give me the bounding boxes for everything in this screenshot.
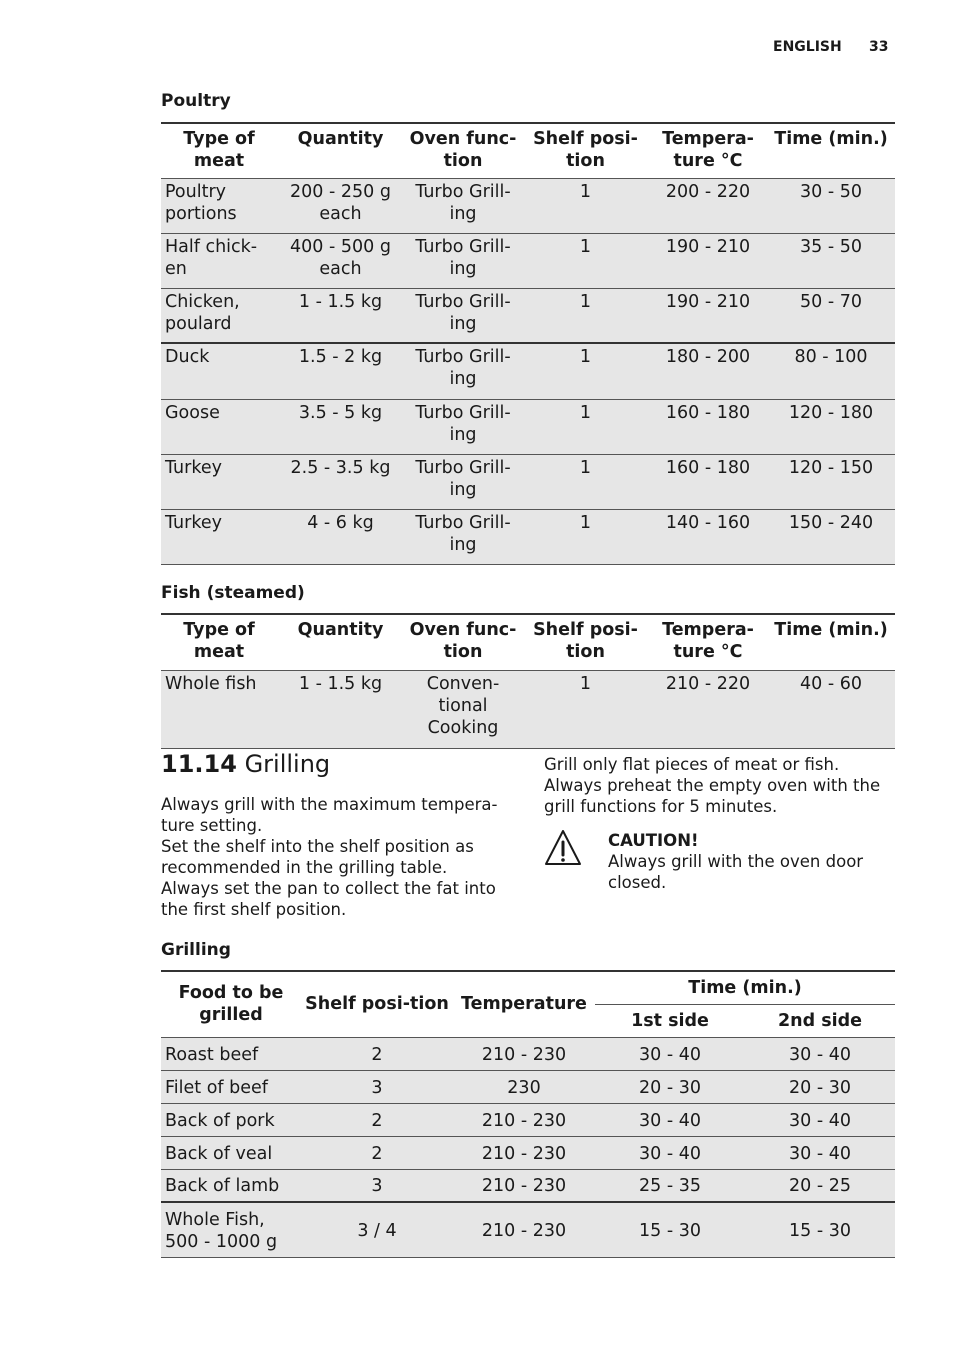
section-number: 11.14 <box>161 750 237 778</box>
table-cell: 20 - 25 <box>745 1169 895 1202</box>
table-cell: 35 - 50 <box>767 233 895 288</box>
table-cell: 30 - 50 <box>767 178 895 233</box>
table-cell: Goose <box>161 399 277 454</box>
table-cell: 1 <box>522 233 649 288</box>
text-line: the first shelf position. <box>161 900 347 919</box>
column-header: Oven func-tion <box>404 614 522 670</box>
table-row <box>161 288 895 343</box>
table-cell: Back of pork <box>161 1103 301 1136</box>
column-header: Quantity <box>277 614 404 670</box>
table-cell: 80 - 100 <box>767 343 895 399</box>
table-cell: 180 - 200 <box>649 343 767 399</box>
table-cell: 3 / 4 <box>301 1202 453 1257</box>
table-cell: Filet of beef <box>161 1070 301 1103</box>
table-cell: 140 - 160 <box>649 509 767 564</box>
table-cell: 20 - 30 <box>595 1070 745 1103</box>
table-cell: 15 - 30 <box>595 1202 745 1257</box>
table-cell: Roast beef <box>161 1037 301 1070</box>
text-line: Always set the pan to collect the fat into <box>161 879 496 898</box>
table-row <box>161 343 895 399</box>
table-cell: Turkey <box>161 509 277 564</box>
column-header: Type of meat <box>161 614 277 670</box>
column-header: Shelf posi-tion <box>522 614 649 670</box>
table-cell: 1 <box>522 670 649 748</box>
caution-line: Always grill with the oven door <box>608 852 864 871</box>
poultry-header-row <box>161 123 895 178</box>
table-cell: Back of lamb <box>161 1169 301 1202</box>
column-header: Food to be grilled <box>161 971 301 1037</box>
column-header: Time (min.) <box>767 123 895 178</box>
table-row <box>161 1070 895 1103</box>
section-title: Grilling <box>244 750 331 778</box>
table-cell: 200 - 250 g each <box>277 178 404 233</box>
column-header: 1st side <box>595 1004 745 1037</box>
table-cell: 30 - 40 <box>745 1103 895 1136</box>
table-cell: 210 - 220 <box>649 670 767 748</box>
table-cell: Poultry portions <box>161 178 277 233</box>
table-cell: 210 - 230 <box>453 1136 595 1169</box>
table-cell: 190 - 210 <box>649 288 767 343</box>
table-cell: 1 <box>522 343 649 399</box>
table-cell: 210 - 230 <box>453 1169 595 1202</box>
header-language: ENGLISH <box>773 39 842 55</box>
table-cell: 30 - 40 <box>595 1103 745 1136</box>
caution-line: closed. <box>608 873 667 892</box>
grilling-label: Grilling <box>161 940 231 960</box>
table-cell: Turbo Grill-ing <box>404 454 522 509</box>
table-cell: 40 - 60 <box>767 670 895 748</box>
table-cell: 4 - 6 kg <box>277 509 404 564</box>
table-row <box>161 454 895 509</box>
table-cell: 2.5 - 3.5 kg <box>277 454 404 509</box>
poultry-table <box>161 122 895 565</box>
column-header: Tempera-ture °C <box>649 614 767 670</box>
column-header: 2nd side <box>745 1004 895 1037</box>
table-cell: Turbo Grill-ing <box>404 343 522 399</box>
table-cell: Turbo Grill-ing <box>404 509 522 564</box>
table-cell: 160 - 180 <box>649 399 767 454</box>
section-heading <box>161 750 330 778</box>
fish-label: Fish (steamed) <box>161 583 305 603</box>
table-cell: 2 <box>301 1136 453 1169</box>
column-header: Temperature <box>453 971 595 1037</box>
caution-box <box>608 830 898 893</box>
table-cell: 2 <box>301 1037 453 1070</box>
table-cell: Turbo Grill-ing <box>404 288 522 343</box>
table-cell: 20 - 30 <box>745 1070 895 1103</box>
table-cell: 160 - 180 <box>649 454 767 509</box>
table-row <box>161 670 895 748</box>
column-header: Type of meat <box>161 123 277 178</box>
table-cell: 1 <box>522 509 649 564</box>
table-cell: 1 <box>522 399 649 454</box>
table-row <box>161 1169 895 1202</box>
column-header: Oven func-tion <box>404 123 522 178</box>
table-cell: 1 <box>522 178 649 233</box>
table-cell: 210 - 230 <box>453 1202 595 1257</box>
text-line: Grill only flat pieces of meat or fish. <box>544 755 840 774</box>
table-cell: 120 - 180 <box>767 399 895 454</box>
grilling-table <box>161 970 895 1258</box>
table-cell: 1 <box>522 288 649 343</box>
table-cell: 210 - 230 <box>453 1103 595 1136</box>
table-cell: 150 - 240 <box>767 509 895 564</box>
table-cell: 230 <box>453 1070 595 1103</box>
fish-header-row <box>161 614 895 670</box>
column-header: Time (min.) <box>595 971 895 1004</box>
table-cell: 30 - 40 <box>745 1136 895 1169</box>
table-row <box>161 1202 895 1257</box>
table-cell: 2 <box>301 1103 453 1136</box>
table-cell: 120 - 150 <box>767 454 895 509</box>
column-header: Quantity <box>277 123 404 178</box>
table-cell: 25 - 35 <box>595 1169 745 1202</box>
grilling-header-row <box>161 971 895 1004</box>
table-cell: 1 - 1.5 kg <box>277 670 404 748</box>
table-cell: 50 - 70 <box>767 288 895 343</box>
table-cell: Conven-tional Cooking <box>404 670 522 748</box>
fish-table <box>161 613 895 749</box>
text-line: Set the shelf into the shelf position as <box>161 837 474 856</box>
grilling-instructions-right <box>544 754 904 817</box>
table-cell: 210 - 230 <box>453 1037 595 1070</box>
text-line: Always preheat the empty oven with the <box>544 776 881 795</box>
column-header: Shelf posi-tion <box>301 971 453 1037</box>
table-cell: 15 - 30 <box>745 1202 895 1257</box>
table-row <box>161 1037 895 1070</box>
table-cell: 3.5 - 5 kg <box>277 399 404 454</box>
table-cell: Whole Fish, 500 - 1000 g <box>161 1202 301 1257</box>
table-cell: Turbo Grill-ing <box>404 178 522 233</box>
table-cell: Back of veal <box>161 1136 301 1169</box>
table-row <box>161 233 895 288</box>
table-cell: 200 - 220 <box>649 178 767 233</box>
table-row <box>161 509 895 564</box>
table-cell: 30 - 40 <box>595 1037 745 1070</box>
table-row <box>161 399 895 454</box>
table-row <box>161 178 895 233</box>
table-cell: 400 - 500 g each <box>277 233 404 288</box>
poultry-label: Poultry <box>161 91 231 111</box>
text-line: Always grill with the maximum tempera- <box>161 795 498 814</box>
text-line: ture setting. <box>161 816 263 835</box>
table-cell: 30 - 40 <box>745 1037 895 1070</box>
table-cell: Whole fish <box>161 670 277 748</box>
text-line: recommended in the grilling table. <box>161 858 448 877</box>
table-cell: Turbo Grill-ing <box>404 399 522 454</box>
caution-title: CAUTION! <box>608 831 699 850</box>
table-cell: 1 - 1.5 kg <box>277 288 404 343</box>
column-header: Time (min.) <box>767 614 895 670</box>
table-cell: 3 <box>301 1070 453 1103</box>
warning-triangle-icon <box>543 828 583 868</box>
table-cell: 1 <box>522 454 649 509</box>
text-line: grill functions for 5 minutes. <box>544 797 778 816</box>
grilling-instructions-left <box>161 794 521 920</box>
table-cell: Turbo Grill-ing <box>404 233 522 288</box>
column-header: Tempera-ture °C <box>649 123 767 178</box>
table-cell: 1.5 - 2 kg <box>277 343 404 399</box>
table-cell: Half chick-en <box>161 233 277 288</box>
column-header: Shelf posi-tion <box>522 123 649 178</box>
table-cell: Turkey <box>161 454 277 509</box>
table-cell: 30 - 40 <box>595 1136 745 1169</box>
table-row <box>161 1136 895 1169</box>
table-cell: Duck <box>161 343 277 399</box>
table-cell: 190 - 210 <box>649 233 767 288</box>
page-number: 33 <box>869 39 889 55</box>
table-cell: 3 <box>301 1169 453 1202</box>
table-cell: Chicken, poulard <box>161 288 277 343</box>
table-row <box>161 1103 895 1136</box>
